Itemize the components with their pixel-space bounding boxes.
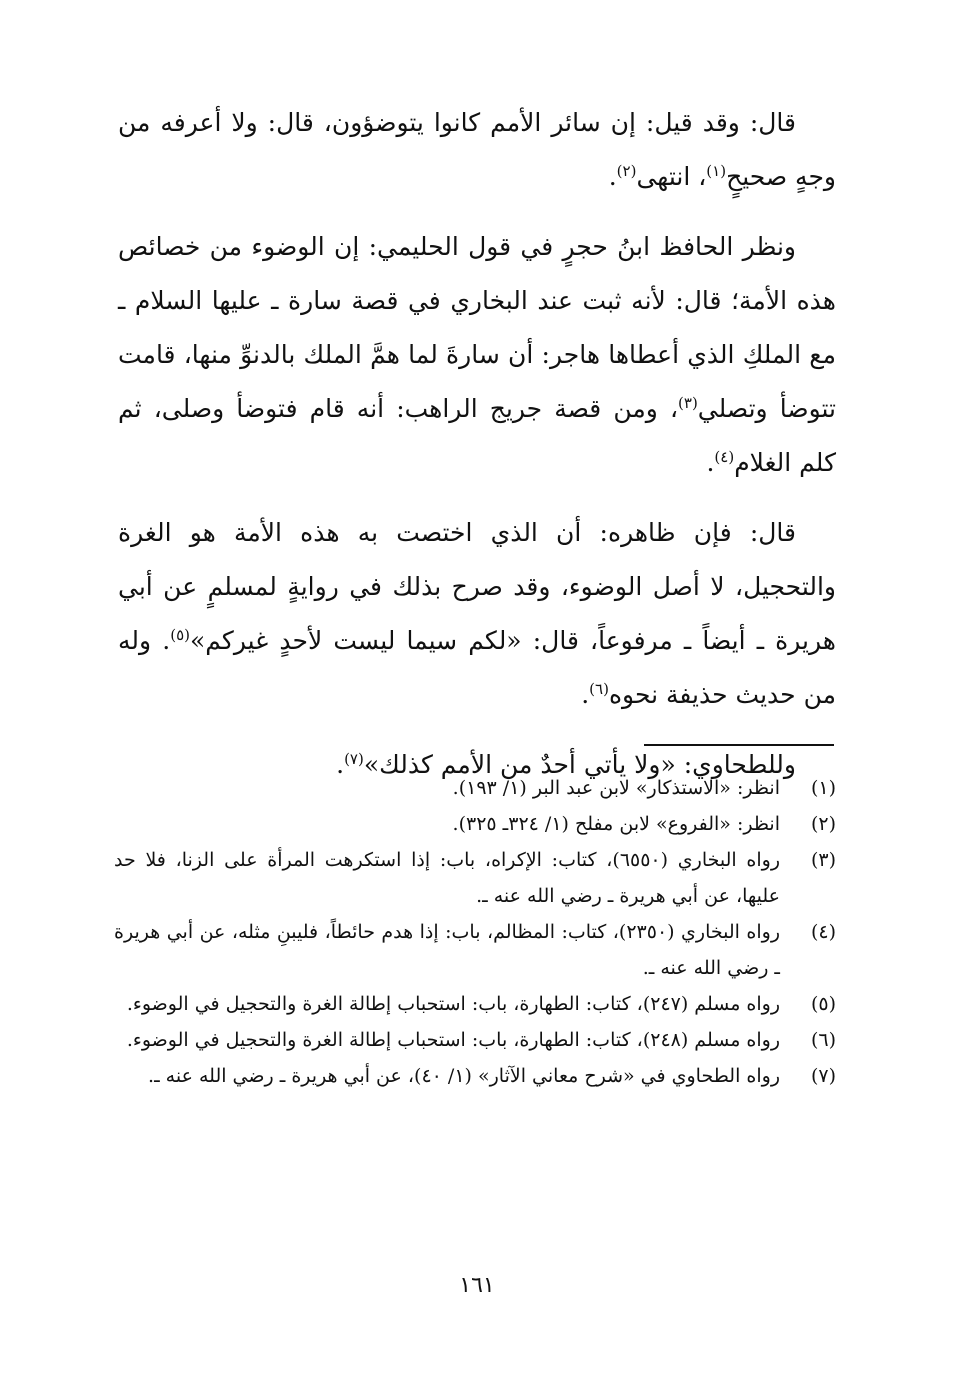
footnote-ref-1[interactable]: (١) xyxy=(706,162,727,180)
paragraph-2 xyxy=(118,220,836,490)
paragraph-3-text: قال: فإن ظاهره: أن الذي اختصت به هذه الأمة هو الغرة والتحجيل، لا أصل الوضوء، وقد صرح بذلك في روايةٍ لمسلمٍ عن أبي هريرة ـ أيضاً ـ مرفوعاً، قال: «لكم سيما ليست لأحدٍ غيركم» xyxy=(118,518,836,655)
footnote-text: انظر: «الاستذكار» لابن عبد البر (١/ ١٩٣). xyxy=(452,777,780,799)
main-text xyxy=(118,96,836,792)
footnote-ref-2[interactable]: (٢) xyxy=(616,162,637,180)
footnote-text: رواه مسلم (٢٤٨)، كتاب: الطهارة، باب: استحباب إطالة الغرة والتحجيل في الوضوء. xyxy=(126,1029,780,1051)
paragraph-1-text-2: ، انتهى xyxy=(636,162,707,191)
paragraph-1-end: . xyxy=(608,162,617,191)
footnote-number: (٤) xyxy=(810,921,836,943)
footnote-text: رواه مسلم (٢٤٧)، كتاب: الطهارة، باب: استحباب إطالة الغرة والتحجيل في الوضوء. xyxy=(126,993,780,1015)
paragraph-3-end: . xyxy=(581,680,590,709)
footnote-number: (٦) xyxy=(810,1029,836,1051)
footnote-6 xyxy=(114,1022,836,1058)
footnote-text: رواه البخاري (٢٣٥٠)، كتاب: المظالم، باب: إذا هدم حائطاً، فليبنِ مثله، عن أبي هريرة ـ رضي الله عنه ـ. xyxy=(114,921,780,979)
footnote-number: (٢) xyxy=(810,813,836,835)
footnote-number: (٧) xyxy=(810,1065,836,1087)
page-number: ١٦١ xyxy=(459,1273,495,1298)
footnote-text: رواه الطحاوي في «شرح معاني الآثار» (١/ ٤٠)، عن أبي هريرة ـ رضي الله عنه ـ. xyxy=(148,1065,780,1087)
footnote-text: رواه البخاري (٦٥٥٠)، كتاب: الإكراه، باب: إذا استكرهت المرأة على الزنا، فلا حد عليها، عن أبي هريرة ـ رضي الله عنه ـ. xyxy=(114,849,780,907)
paragraph-1 xyxy=(118,96,836,204)
paragraph-3 xyxy=(118,506,836,722)
paragraph-2-text-2: ، ومن قصة جريج الراهب: أنه قام فتوضأ وصلى، ثم كلم الغلام xyxy=(118,394,836,477)
paragraph-4-text: وللطحاوي: «ولا يأتي أحدٌ من الأمم كذلك» xyxy=(363,750,796,779)
paragraph-4-end: . xyxy=(336,750,345,779)
footnote-4 xyxy=(114,914,836,986)
footnotes xyxy=(114,770,836,1094)
footnote-5 xyxy=(114,986,836,1022)
footnote-7 xyxy=(114,1058,836,1094)
footnote-text: انظر: «الفروع» لابن مفلح (١/ ٣٢٤ـ ٣٢٥). xyxy=(452,813,780,835)
footnote-ref-6[interactable]: (٦) xyxy=(589,680,609,698)
footnote-3 xyxy=(114,842,836,914)
paragraph-2-text: ونظر الحافظ ابنُ حجرٍ في قول الحليمي: إن الوضوء من خصائص هذه الأمة؛ قال: لأنه ثبت عند البخاري في قصة سارة ـ عليها السلام ـ مع الملكِ الذي أعطاها هاجر: أن سارةَ لما همَّ الملك بالدنوِّ منها، قامت تتوضأ وتصلي xyxy=(118,232,836,423)
footnote-1 xyxy=(114,770,836,806)
footnote-ref-5[interactable]: (٥) xyxy=(170,626,190,644)
paragraph-2-end: . xyxy=(706,448,715,477)
footnote-ref-4[interactable]: (٤) xyxy=(714,448,735,466)
footnote-separator xyxy=(644,744,834,746)
footnote-number: (٣) xyxy=(810,849,836,871)
footnote-ref-7[interactable]: (٧) xyxy=(344,750,364,768)
footnote-2 xyxy=(114,806,836,842)
footnote-ref-3[interactable]: (٣) xyxy=(678,394,698,412)
footnote-number: (٥) xyxy=(810,993,836,1015)
paragraph-1-text: قال: وقد قيل: إن سائر الأمم كانوا يتوضؤون، قال: ولا أعرفه من وجهٍ صحيحٍ xyxy=(118,108,836,191)
paragraph-3-text-2: . وله من حديث حذيفة نحوه xyxy=(118,626,836,709)
footnote-number: (١) xyxy=(810,777,836,799)
